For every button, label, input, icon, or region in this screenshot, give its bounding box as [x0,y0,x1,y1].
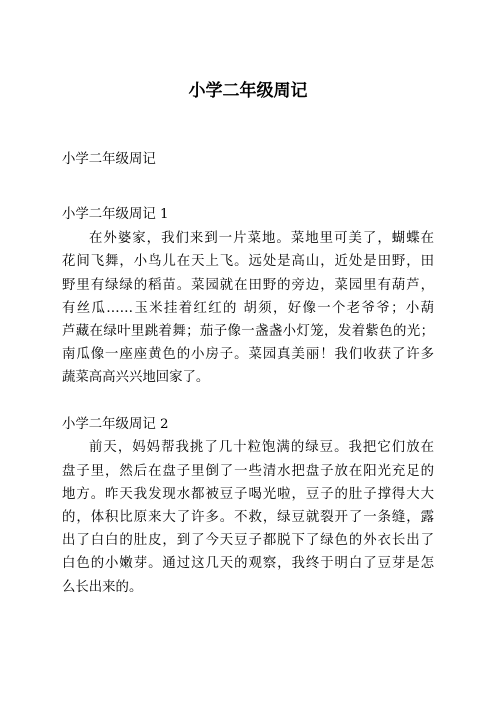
entry-line: 盘子里，然后在盘子里倒了一些清水把盘子放在阳光充足的 [62,464,434,479]
entry-line: 野里有绿绿的稻苗。菜园就在田野的旁边，菜园里有葫芦， [62,278,434,293]
document-title: 小学二年级周记 [188,81,308,101]
entry-line: 么长出来的。 [62,580,143,595]
entry-line: 蔬菜高高兴兴地回家了。 [62,370,210,385]
entry-line: 出了白白的肚皮，到了今天豆子都脱下了绿色的外衣长出了 [62,533,434,548]
entry-line: 在外婆家，我们来到一片菜地。菜地里可美了，蝴蝶在 [89,231,434,246]
entry-line: 白色的小嫩芽。通过这几天的观察，我终于明白了豆芽是怎 [62,556,434,571]
entry-heading: 小学二年级周记 2 [62,417,169,432]
entry-line: 南瓜像一座座黄色的小房子。菜园真美丽！我们收获了许多 [62,347,434,362]
entry-line: 有丝瓜……玉米挂着红红的 胡须，好像一个老爷爷；小葫 [62,301,434,316]
entry-line: 前天，妈妈帮我挑了几十粒饱满的绿豆。我把它们放在 [89,440,434,455]
entry-line: 芦藏在绿叶里跳着舞；茄子像一盏盏小灯笼，发着紫色的光； [62,324,434,339]
document-subtitle: 小学二年级周记 [62,152,156,167]
entry-line: 地方。昨天我发现水都被豆子喝光啦，豆子的肚子撑得大大 [62,487,434,502]
entry-line: 的，体积比原来大了许多。不救，绿豆就裂开了一条缝，露 [62,510,434,525]
entry-line: 花间飞舞，小鸟儿在天上飞。远处是高山，近处是田野，田 [62,254,434,269]
entry-heading: 小学二年级周记 1 [62,207,169,222]
